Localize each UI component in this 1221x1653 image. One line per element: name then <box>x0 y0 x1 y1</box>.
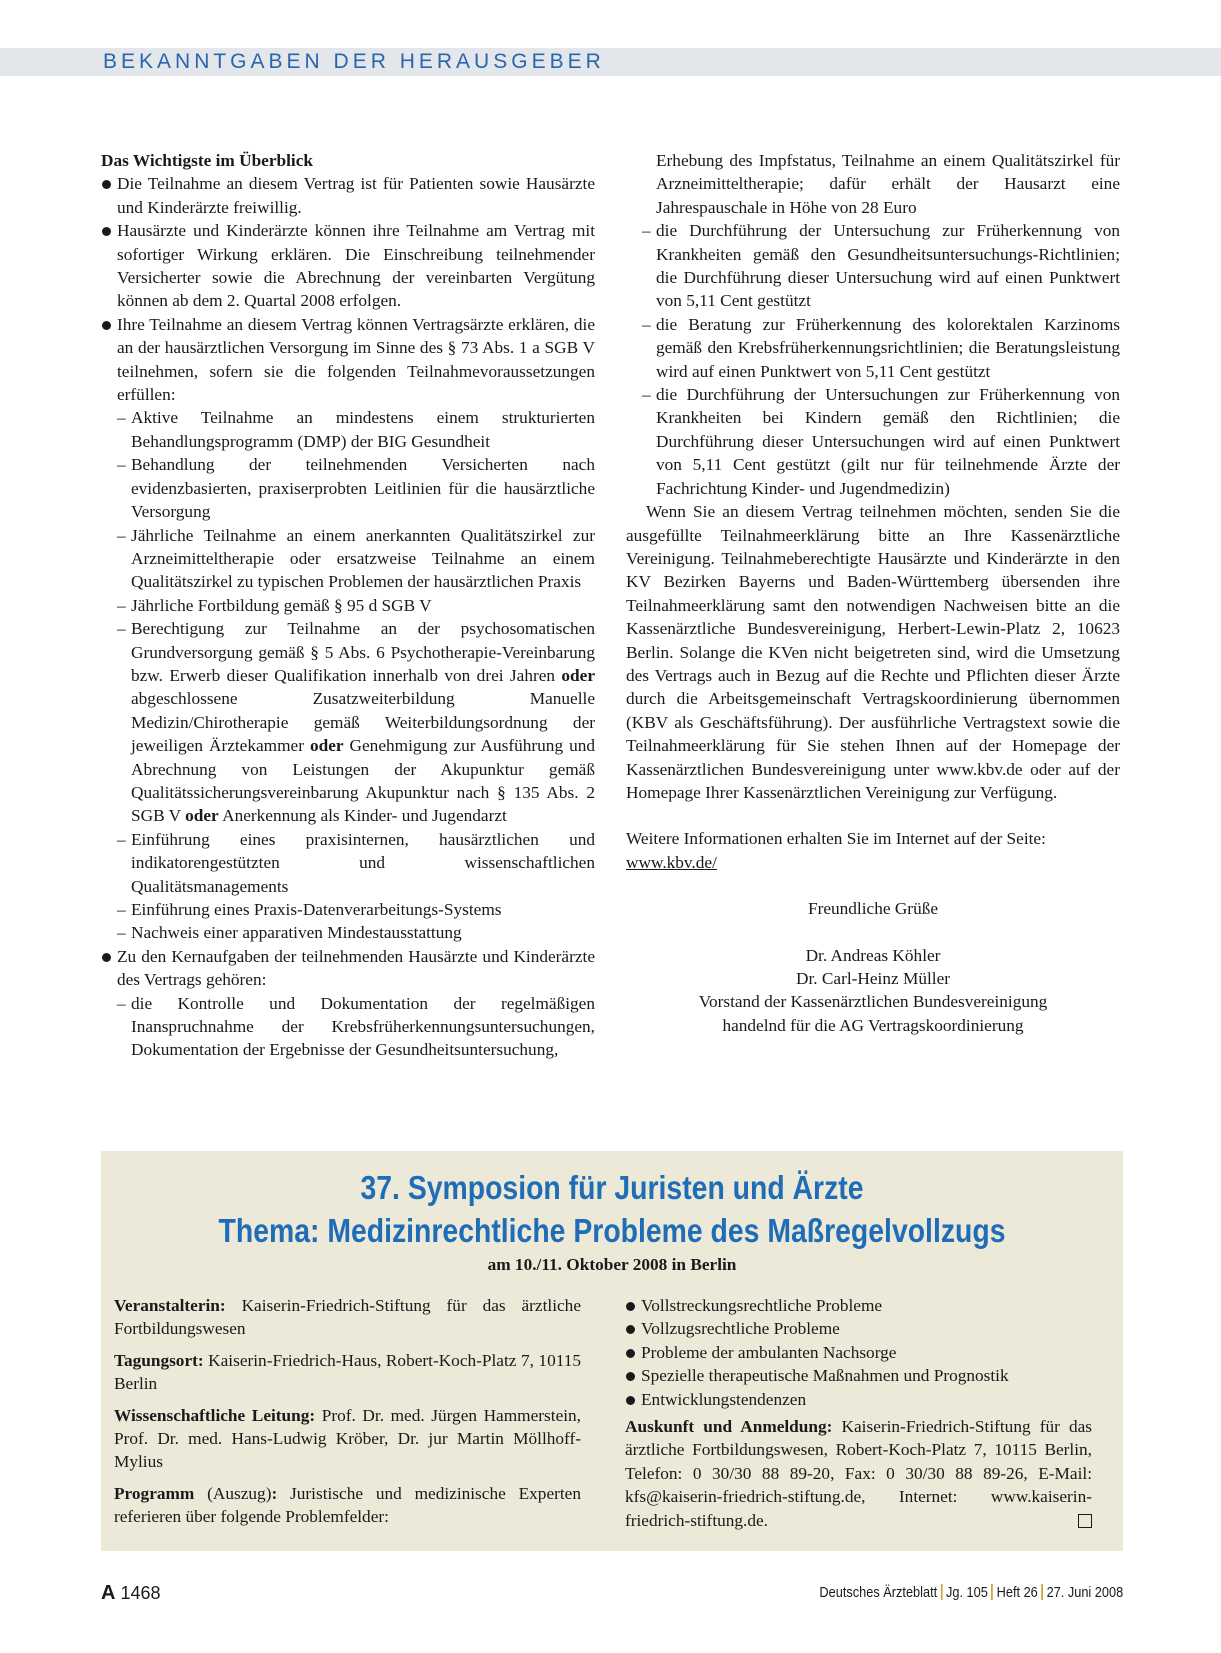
separator <box>991 1584 993 1600</box>
topic-item: Spezielle therapeutische Maßnahmen und Prognostik <box>625 1364 1092 1387</box>
separator <box>940 1584 942 1600</box>
detail-scientific-lead <box>114 1404 581 1474</box>
spacer <box>626 874 1120 897</box>
left-column <box>101 149 595 1062</box>
topic-item: Probleme der ambulanten Nachsorge <box>625 1341 1092 1364</box>
dash-item: – Nachweis einer apparativen Mindestausstattung <box>101 921 595 944</box>
journal-name: Deutsches Ärzteblatt <box>819 1585 937 1601</box>
signature-name: Dr. Carl-Heinz Müller <box>795 969 951 988</box>
detail-label: Programm <box>114 1483 195 1503</box>
symposium-topics <box>625 1294 1092 1532</box>
dash-item-continued: Erhebung des Impfstatus, Teilnahme an einem Qualitätszirkel für Arzneimitteltherapie; dafür erhält der Hausarzt eine Jahrespauschale in Höhe von 28 Euro <box>656 151 1120 217</box>
emphasis-oder: oder <box>561 665 595 685</box>
body-paragraph: Wenn Sie an diesem Vertrag teilnehmen möchten, senden Sie die ausgefüllte Teilnahmeerklärung bitte an Ihre Kassenärztliche Vereinigung. Teilnahmeberechtigte Hausärzte und Kinderärzte in den KV Bezirken Bayerns und Baden-Württemberg übersenden ihre Teilnahmeerklärung samt den notwendigen Nachweisen bitte an die Kassenärztliche Bundesvereinigung, Herbert-Lewin-Platz 2, 10623 Berlin. Solange die KVen nicht beigetreten sind, wird die Umsetzung des Vertrags auch in Bezug auf die Rechte und Pflichten dieser Ärzte durch die Arbeitsgemeinschaft Vertragskoordinierung übernommen (KBV als Geschäftsführung). Der ausführliche Vertragstext sowie die Teilnahmeerklärung für Sie stehen Ihnen auf der Homepage der Kassenärztlichen Bundesvereinigung unter www.kbv.de oder auf der Homepage Ihrer Kassenärztlichen Vereinigung zur Verfügung. <box>626 502 1120 802</box>
symposium-title: 37. Symposion für Juristen und Ärzte <box>360 1169 864 1206</box>
symposium-subtitle: Thema: Medizinrechtliche Probleme des Maßregelvollzugs <box>218 1212 1006 1249</box>
signature-role: Vorstand der Kassenärztlichen Bundesvereinigung <box>698 992 1048 1012</box>
kbv-link[interactable]: www.kbv.de/ <box>626 852 717 872</box>
bullet-item: Die Teilnahme an diesem Vertrag ist für Patienten sowie Hausärzte und Kinderärzte freiwillig. <box>101 172 595 219</box>
detail-label: Auskunft und Anmeldung: <box>625 1417 833 1437</box>
bullet-item: Zu den Kernaufgaben der teilnehmenden Hausärzte und Kinderärzte des Vertrags gehören: <box>101 945 595 992</box>
right-column <box>626 149 1120 1037</box>
detail-value: Prof. Dr. med. Jürgen Hammerstein, Prof. Dr. med. Hans-Ludwig Kröber, Dr. jur Martin Möllhoff-Mylius <box>114 1405 581 1472</box>
text-run: Genehmigung zur Ausführung und Abrechnung von Leistungen der Akupunktur gemäß Qualitätssicherungsvereinbarung Akupunktur nach § 135 Abs. 2 SGB V <box>131 736 595 826</box>
detail-note: (Auszug) <box>194 1483 272 1503</box>
dash-item: – die Durchführung der Untersuchungen zur Früherkennung von Krankheiten bei Kindern gemäß den Richtlinien; die Durchführung dieser Untersuchungen wird auf einen Punktwert von 5,11 Cent gestützt (gilt nur für teilnehmende Ärzte der Fachrichtung Kinder- und Jugendmedizin) <box>626 383 1120 500</box>
dash-item: – Behandlung der teilnehmenden Versicherten nach evidenzbasierten, praxiserprobten Leitlinien für die hausärztliche Versorgung <box>101 453 595 523</box>
page-prefix: A <box>101 1582 116 1604</box>
detail-value: Kaiserin-Friedrich-Stiftung für das ärztliche Fortbildungswesen <box>114 1296 581 1339</box>
dash-item: – Einführung eines praxisinternen, hausärztlichen und indikatorengestützten und wissenschaftlichen Qualitätsmanagements <box>101 828 595 898</box>
dash-item: – Jährliche Teilnahme an einem anerkannten Qualitätszirkel zur Arzneimitteltherapie oder ersatzweise Teilnahme an einem Qualitätszirkel zu typischen Problemen der hausärztlichen Praxis <box>101 524 595 594</box>
detail-organizer <box>114 1294 581 1341</box>
symposium-box <box>101 1151 1123 1551</box>
topic-item: Entwicklungstendenzen <box>625 1388 1092 1411</box>
journal-date: 27. Juni 2008 <box>1046 1585 1123 1601</box>
text-run: abgeschlossene Zusatzweiterbildung Manuelle Medizin/Chirotherapie gemäß Weiterbildungsordnung der jeweiligen Ärztekammer <box>131 689 595 756</box>
detail-label: Tagungsort: <box>114 1350 204 1370</box>
symposium-details <box>114 1294 581 1537</box>
dash-item-qualification <box>101 617 595 828</box>
page-number <box>101 1582 161 1605</box>
journal-footer <box>819 1584 1123 1601</box>
end-mark-icon <box>1078 1514 1092 1528</box>
detail-program <box>114 1482 581 1529</box>
page-number-value: 1468 <box>115 1583 161 1603</box>
journal-volume: Jg. 105 <box>945 1585 988 1601</box>
detail-label: Wissenschaftliche Leitung: <box>114 1405 316 1425</box>
detail-colon: : <box>271 1483 278 1503</box>
signature-role: handelnd für die AG Vertragskoordinierung <box>722 1015 1024 1035</box>
greeting: Freundliche Grüße <box>807 899 939 919</box>
dash-item: – Jährliche Fortbildung gemäß § 95 d SGB V <box>101 594 595 617</box>
overview-heading: Das Wichtigste im Überblick <box>101 151 314 170</box>
detail-value: Juristische und medizinische Experten referieren über folgende Problemfelder: <box>114 1483 581 1527</box>
detail-label: Veranstalterin: <box>114 1296 226 1315</box>
detail-value: Kaiserin-Friedrich-Haus, Robert-Koch-Platz 7, 10115 Berlin <box>114 1350 581 1394</box>
detail-venue <box>114 1349 581 1396</box>
bullet-item: Ihre Teilnahme an diesem Vertrag können Vertragsärzte erklären, die an der hausärztlichen Versorgung im Sinne des § 73 Abs. 1 a SGB V teilnehmen, sofern sie die folgenden Teilnahmevoraussetzungen erfüllen: <box>101 313 595 407</box>
bullet-item: Hausärzte und Kinderärzte können ihre Teilnahme am Vertrag mit sofortiger Wirkung erklären. Die Einschreibung teilnehmender Versicherter sowie die Abrechnung der vereinbarten Vergütung können ab dem 2. Quartal 2008 erfolgen. <box>101 219 595 313</box>
info-text: Weitere Informationen erhalten Sie im Internet auf der Seite: <box>626 829 1046 849</box>
detail-value: Kaiserin-Friedrich-Stiftung für das ärztliche Fortbildungswesen, Robert-Koch-Platz 7, 10115 Berlin, Telefon: 0 30/30 88 89-20, Fax: 0 30/30 88 89-26, E-Mail: kfs@kaiserin-friedrich-stiftung.de, Internet: www.kaiserin-friedrich-stiftung.de. <box>625 1417 1092 1530</box>
dash-item: – die Beratung zur Früherkennung des kolorektalen Karzinoms gemäß den Krebsfrüherkennungsrichtlinien; die Beratungsleistung wird auf einen Punktwert von 5,11 Cent gestützt <box>626 313 1120 383</box>
signature-name: Dr. Andreas Köhler <box>805 945 941 965</box>
emphasis-oder: oder <box>309 736 344 756</box>
emphasis-oder: oder <box>185 806 219 826</box>
symposium-date: am 10./11. Oktober 2008 in Berlin <box>487 1255 737 1274</box>
dash-item: – Aktive Teilnahme an mindestens einem strukturierten Behandlungsprogramm (DMP) der BIG Gesundheit <box>101 406 595 453</box>
topic-item: Vollstreckungsrechtliche Probleme <box>625 1294 1092 1317</box>
journal-issue: Heft 26 <box>996 1585 1038 1601</box>
section-title: BEKANNTGABEN DER HERAUSGEBER <box>103 50 605 73</box>
dash-item: – die Durchführung der Untersuchung zur Früherkennung von Krankheiten gemäß den Gesundheitsuntersuchungs-Richtlinien; die Durchführung dieser Untersuchung wird auf einen Punktwert von 5,11 Cent gestützt <box>626 219 1120 313</box>
topic-item: Vollzugsrechtliche Probleme <box>625 1317 1092 1340</box>
spacer <box>626 804 1120 827</box>
dash-item: – die Kontrolle und Dokumentation der regelmäßigen Inanspruchnahme der Krebsfrüherkennungsuntersuchungen, Dokumentation der Ergebnisse der Gesundheitsuntersuchung, <box>101 992 595 1062</box>
detail-contact <box>625 1415 1092 1532</box>
text-run: Anerkennung als Kinder- und Jugendarzt <box>218 806 507 826</box>
spacer <box>626 921 1120 944</box>
dash-item: – Einführung eines Praxis-Datenverarbeitungs-Systems <box>101 898 595 921</box>
text-run: Berechtigung zur Teilnahme an der psychosomatischen Grundversorgung gemäß § 5 Abs. 6 Psychotherapie-Vereinbarung bzw. Erwerb dieser Qualifikation innerhalb von drei Jahren <box>131 619 595 685</box>
separator <box>1041 1584 1043 1600</box>
